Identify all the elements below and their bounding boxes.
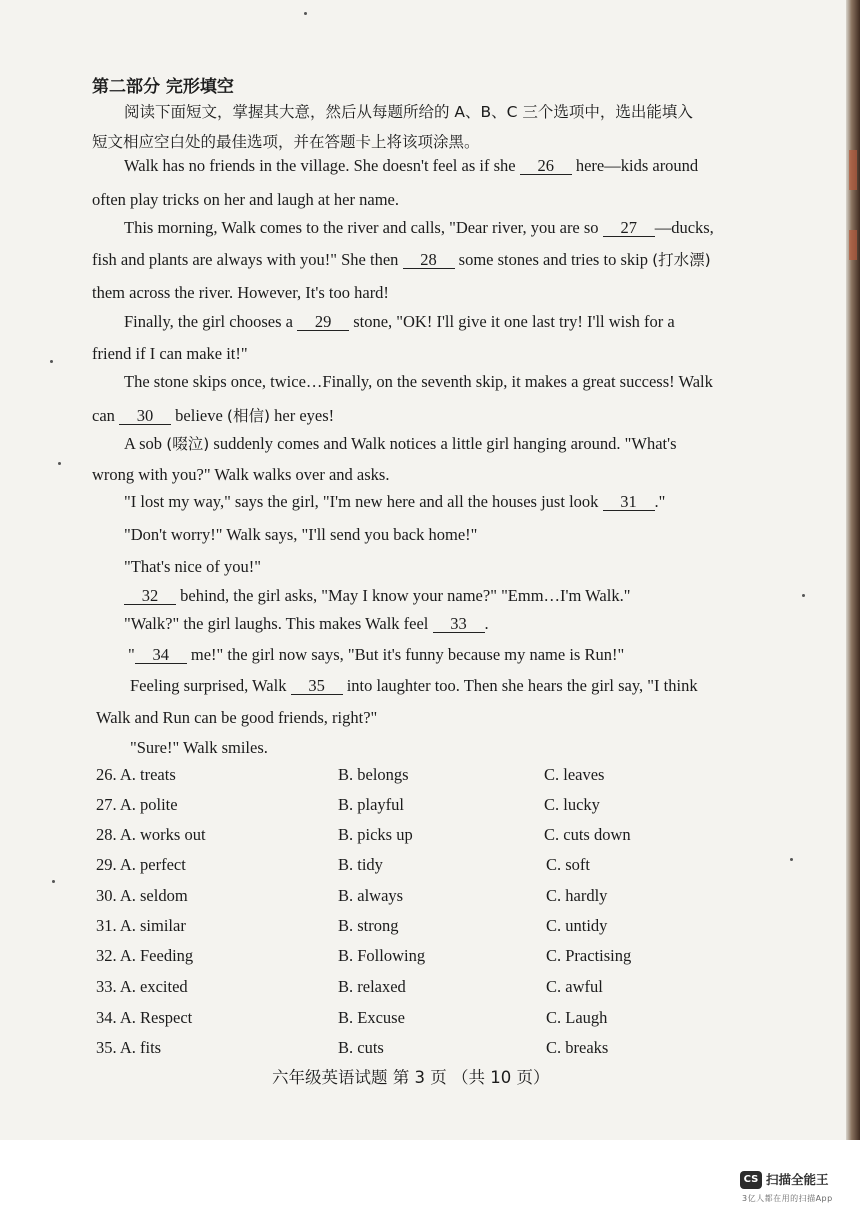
section-title: 第二部分 完形填空 bbox=[92, 77, 234, 97]
passage-line-8: The stone skips once, twice…Finally, on the seventh skip, it makes a great success! Walk bbox=[124, 372, 713, 391]
text-run: can bbox=[92, 406, 115, 425]
passage-line-10 bbox=[124, 432, 677, 454]
option-a: 27. A. polite bbox=[96, 795, 178, 814]
option-c: C. awful bbox=[546, 977, 603, 996]
page-footer: 六年级英语试题 第 3 页 （共 10 页） bbox=[272, 1068, 550, 1087]
text-run: "Walk?" the girl laughs. This makes Walk feel bbox=[124, 614, 429, 633]
passage-line-20: "Sure!" Walk smiles. bbox=[130, 738, 268, 757]
passage-line-14: "That's nice of you!" bbox=[124, 557, 261, 576]
option-c: C. lucky bbox=[544, 795, 600, 814]
text-run: "I lost my way," says the girl, "I'm new here and all the houses just look bbox=[124, 492, 599, 511]
blank-28: 28 bbox=[403, 251, 455, 269]
option-a: 30. A. seldom bbox=[96, 886, 188, 905]
option-b: B. tidy bbox=[338, 855, 383, 874]
option-a: 26. A. treats bbox=[96, 765, 176, 784]
text-run: Walk has no friends in the village. She doesn't feel as if she bbox=[124, 156, 516, 175]
option-b: B. always bbox=[338, 886, 404, 905]
passage-line-1 bbox=[124, 156, 698, 176]
option-b: B. Following bbox=[338, 946, 426, 965]
blank-27: 27 bbox=[603, 219, 655, 237]
option-b: B. strong bbox=[338, 916, 399, 935]
passage-line-12 bbox=[124, 492, 665, 512]
edge-mark bbox=[849, 230, 857, 260]
passage-line-4 bbox=[92, 248, 711, 270]
text-run: Finally, the girl chooses a bbox=[124, 312, 293, 331]
scan-speck bbox=[304, 12, 307, 15]
text-run: fish and plants are always with you!" She then bbox=[92, 250, 399, 269]
edge-mark bbox=[849, 150, 857, 190]
gloss: (相信) bbox=[226, 407, 271, 425]
text-run: ." bbox=[654, 492, 666, 511]
option-a: 29. A. perfect bbox=[96, 855, 186, 874]
text-run: behind, the girl asks, "May I know your name?" "Emm…I'm Walk." bbox=[180, 586, 631, 605]
option-b: B. cuts bbox=[338, 1038, 384, 1057]
blank-33: 33 bbox=[433, 615, 485, 633]
text-run: believe bbox=[175, 406, 223, 425]
passage-line-11: wrong with you?" Walk walks over and asks. bbox=[92, 465, 390, 484]
text-run: A sob bbox=[124, 434, 163, 453]
text-run: here—kids around bbox=[575, 156, 699, 175]
option-a: 31. A. similar bbox=[96, 916, 186, 935]
text-run: . bbox=[484, 614, 489, 633]
text-run: This morning, Walk comes to the river and calls, "Dear river, you are so bbox=[124, 218, 599, 237]
scanner-tagline: 3亿人都在用的扫描App bbox=[742, 1194, 833, 1203]
scanner-logo-icon: CS bbox=[740, 1171, 762, 1189]
passage-line-2: often play tricks on her and laugh at her name. bbox=[92, 190, 399, 209]
text-run: me!" the girl now says, "But it's funny because my name is Run!" bbox=[190, 645, 625, 664]
blank-26: 26 bbox=[520, 157, 572, 175]
passage-line-15 bbox=[124, 586, 630, 606]
gloss: (打水漂) bbox=[652, 251, 711, 269]
text-run: into laughter too. Then she hears the girl say, "I think bbox=[346, 676, 698, 695]
option-c: C. cuts down bbox=[544, 825, 631, 844]
passage-line-5: them across the river. However, It's too hard! bbox=[92, 283, 389, 302]
passage-line-16 bbox=[124, 614, 489, 634]
option-a: 32. A. Feeding bbox=[96, 946, 194, 965]
text-run: some stones and tries to skip bbox=[458, 250, 648, 269]
passage-line-9 bbox=[92, 404, 334, 426]
text-run: stone, "OK! I'll give it one last try! I'll wish for a bbox=[353, 312, 675, 331]
text-run: " bbox=[128, 645, 135, 664]
option-c: C. Laugh bbox=[546, 1008, 608, 1027]
passage-line-18 bbox=[130, 676, 698, 696]
option-c: C. untidy bbox=[546, 916, 608, 935]
option-b: B. Excuse bbox=[338, 1008, 405, 1027]
scan-speck bbox=[790, 858, 793, 861]
option-b: B. relaxed bbox=[338, 977, 406, 996]
page-edge-shadow bbox=[846, 0, 860, 1217]
option-c: C. breaks bbox=[546, 1038, 609, 1057]
option-c: C. leaves bbox=[544, 765, 605, 784]
blank-29: 29 bbox=[297, 313, 349, 331]
passage-line-17 bbox=[128, 645, 624, 665]
option-a: 35. A. fits bbox=[96, 1038, 162, 1057]
text-run: suddenly comes and Walk notices a little girl hanging around. "What's bbox=[213, 434, 677, 453]
gloss: (啜泣) bbox=[166, 435, 210, 453]
text-run: her eyes! bbox=[274, 406, 335, 425]
scan-speck bbox=[802, 594, 805, 597]
scan-speck bbox=[50, 360, 53, 363]
scan-margin bbox=[0, 1140, 860, 1217]
option-c: C. hardly bbox=[546, 886, 608, 905]
scanner-watermark bbox=[740, 1171, 833, 1211]
blank-31: 31 bbox=[603, 493, 655, 511]
scanner-app-name: 扫描全能王 bbox=[766, 1172, 829, 1187]
option-b: B. belongs bbox=[338, 765, 409, 784]
scan-speck bbox=[58, 462, 61, 465]
instruction-line-2: 短文相应空白处的最佳选项，并在答题卡上将该项涂黑。 bbox=[92, 133, 480, 151]
passage-line-3 bbox=[124, 218, 714, 238]
blank-30: 30 bbox=[119, 407, 171, 425]
text-run: —ducks, bbox=[654, 218, 714, 237]
text-run: Feeling surprised, Walk bbox=[130, 676, 287, 695]
passage-line-6 bbox=[124, 312, 675, 332]
passage-line-19: Walk and Run can be good friends, right?" bbox=[96, 708, 378, 727]
blank-35: 35 bbox=[291, 677, 343, 695]
passage-line-7: friend if I can make it!" bbox=[92, 344, 248, 363]
option-a: 33. A. excited bbox=[96, 977, 188, 996]
option-b: B. picks up bbox=[338, 825, 413, 844]
blank-34: 34 bbox=[135, 646, 187, 664]
passage-line-13: "Don't worry!" Walk says, "I'll send you back home!" bbox=[124, 525, 478, 544]
option-a: 28. A. works out bbox=[96, 825, 206, 844]
option-b: B. playful bbox=[338, 795, 404, 814]
instruction-line-1: 阅读下面短文，掌握其大意，然后从每题所给的 A、B、C 三个选项中，选出能填入 bbox=[124, 103, 693, 121]
option-c: C. Practising bbox=[546, 946, 632, 965]
blank-32: 32 bbox=[124, 587, 176, 605]
option-c: C. soft bbox=[546, 855, 591, 874]
option-a: 34. A. Respect bbox=[96, 1008, 193, 1027]
scan-speck bbox=[52, 880, 55, 883]
